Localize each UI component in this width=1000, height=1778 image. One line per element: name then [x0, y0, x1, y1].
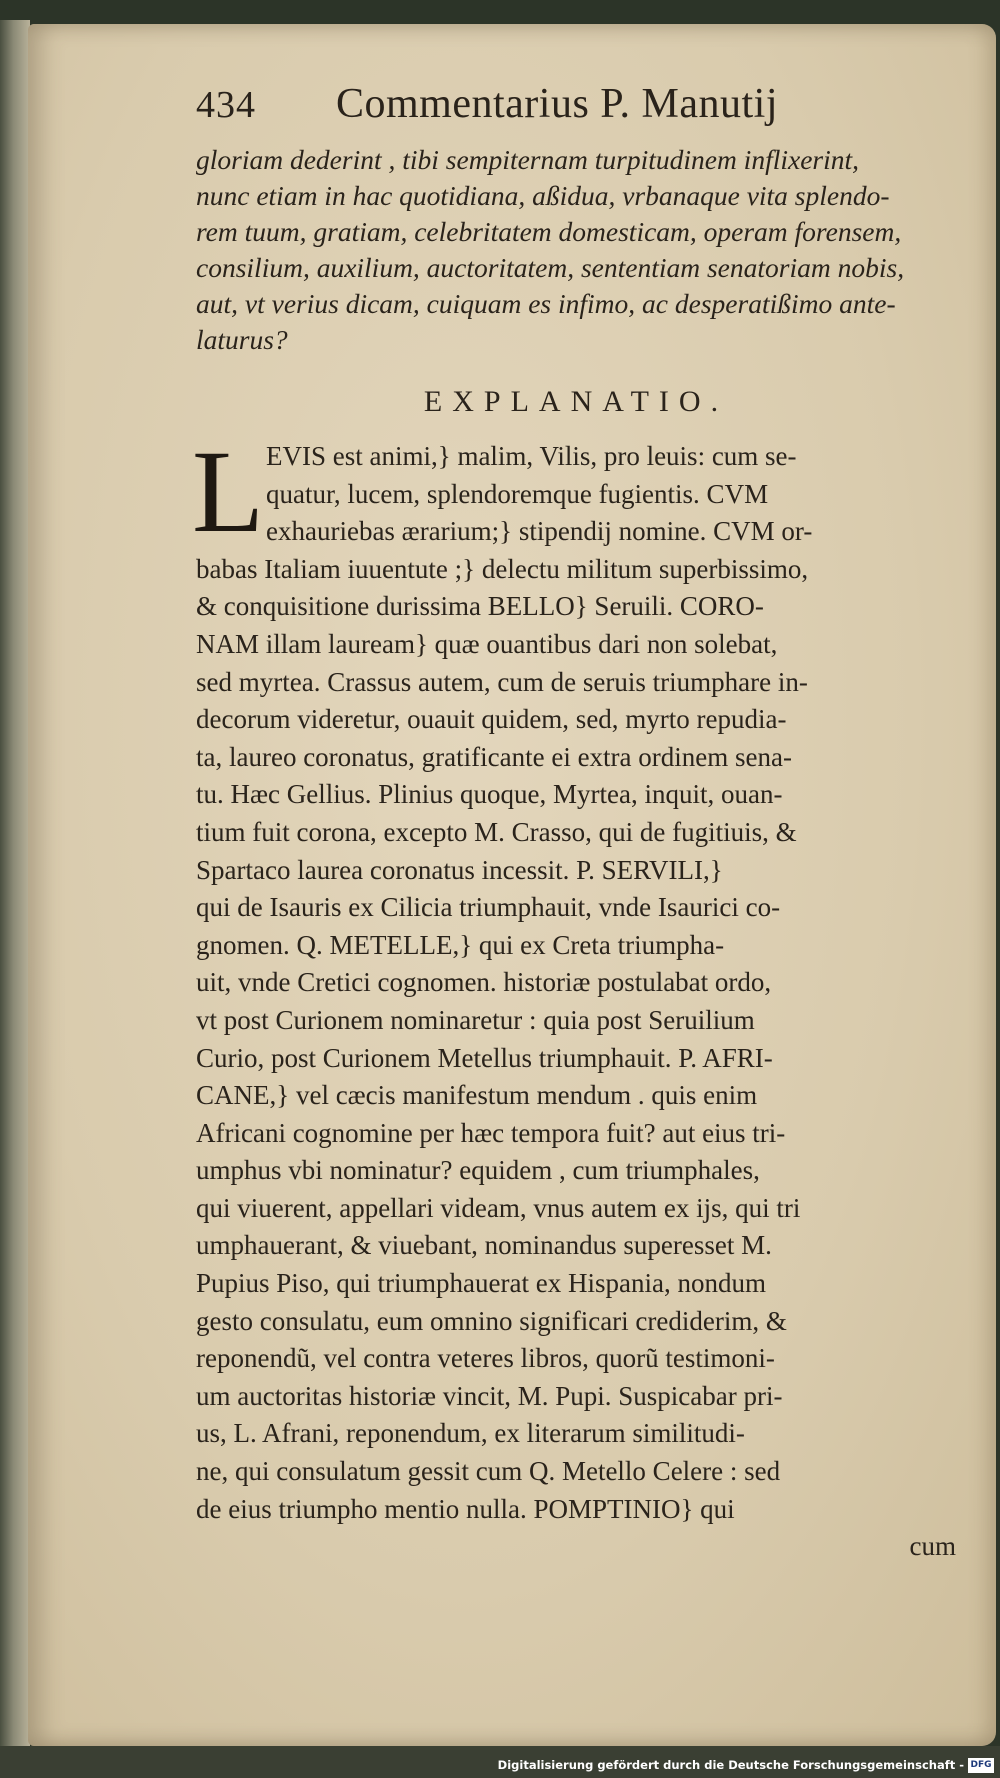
- body-line: NAM illam lauream} quæ ouantibus dari non solebat,: [196, 628, 778, 659]
- body-line: babas Italiam iuuentute ;} delectu militum superbissimo,: [196, 553, 809, 584]
- body-line: EVIS est animi,} malim, Vilis, pro leuis: cum se-: [266, 441, 797, 471]
- body-line: sed myrtea. Crassus autem, cum de seruis triumphare in-: [196, 666, 808, 697]
- body-line: Spartaco laurea coronatus incessit. P. SERVILI,}: [196, 854, 723, 885]
- commentary-body: [192, 426, 956, 1566]
- dfg-logo-icon: DFG: [968, 1758, 994, 1773]
- body-line: qui viuerent, appellari videam, vnus autem ex ijs, qui tri: [196, 1192, 801, 1223]
- body-line: gesto consulatu, eum omnino significari crediderim, &: [196, 1305, 787, 1336]
- body-line: ne, qui consulatum gessit cum Q. Metello Celere : sed: [196, 1456, 781, 1487]
- body-line: gnomen. Q. METELLE,} qui ex Creta triumpha-: [196, 929, 725, 960]
- running-title: Commentarius P. Manutij: [336, 81, 778, 127]
- body-line: umphus vbi nominatur? equidem , cum triumphales,: [196, 1155, 760, 1186]
- body-line: tium fuit corona, excepto M. Crasso, qui de fugitiuis, &: [196, 816, 797, 847]
- section-heading: EXPLANATIO.: [423, 385, 729, 418]
- running-head: [196, 80, 956, 140]
- body-line: Pupius Piso, qui triumphauerat ex Hispania, nondum: [196, 1268, 766, 1299]
- lemma-line: aut, vt verius dicam, cuiquam es infimo, ac desperatißimo ante-: [196, 288, 896, 319]
- body-line: um auctoritas historiæ vincit, M. Pupi. Suspicabar pri-: [196, 1380, 783, 1411]
- body-line: & conquisitione durissima BELLO} Seruili. CORO-: [196, 591, 764, 622]
- body-line: uit, vnde Cretici cognomen. historiæ postulabat ordo,: [196, 967, 772, 998]
- body-line: tu. Hæc Gellius. Plinius quoque, Myrtea, inquit, ouan-: [196, 779, 783, 810]
- body-line: de eius triumpho mentio nulla. POMPTINIO} qui: [196, 1493, 735, 1524]
- lemma-line: rem tuum, gratiam, celebritatem domesticam, operam forensem,: [196, 216, 902, 247]
- page-stack-edge: [0, 20, 30, 1750]
- body-line: exhauriebas ærarium;} stipendij nomine. CVM or-: [266, 516, 813, 547]
- body-line: ta, laureo coronatus, gratificante ei extra ordinem sena-: [196, 741, 792, 772]
- body-line: us, L. Afrani, reponendum, ex literarum similitudi-: [196, 1418, 745, 1449]
- body-line: umphauerant, & viuebant, nominandus superesset M.: [196, 1230, 772, 1261]
- body-line: decorum videretur, ouauit quidem, sed, myrto repudia-: [196, 704, 787, 735]
- page-number: 434: [196, 84, 256, 126]
- digitization-footer: [0, 1746, 1000, 1778]
- funding-credit: Digitalisierung gefördert durch die Deutsche Forschungsgemeinschaft -: [497, 1758, 964, 1772]
- body-line: Africani cognomine per hæc tempora fuit? aut eius tri-: [196, 1117, 786, 1148]
- body-line: quatur, lucem, splendoremque fugientis. CVM: [266, 478, 769, 509]
- body-line: CANE,} vel cæcis manifestum mendum . quis enim: [196, 1080, 758, 1111]
- drop-cap: L: [192, 426, 265, 557]
- lemma-line: gloriam dederint , tibi sempiternam turpitudinem inflixerint,: [196, 144, 860, 175]
- body-line: vt post Curionem nominaretur : quia post Seruilium: [196, 1004, 755, 1035]
- body-line: reponendũ, vel contra veteres libros, quorũ testimoni-: [196, 1343, 775, 1374]
- body-line: Curio, post Curionem Metellus triumphauit. P. AFRI-: [196, 1042, 773, 1073]
- lemma-line: laturus?: [196, 324, 288, 355]
- body-line: qui de Isauris ex Cilicia triumphauit, vnde Isaurici co-: [196, 892, 781, 923]
- catchword: cum: [909, 1531, 956, 1562]
- page-text-block: [192, 80, 956, 1566]
- lemma-line: consilium, auxilium, auctoritatem, sententiam senatoriam nobis,: [196, 252, 905, 283]
- lemma-line: nunc etiam in hac quotidiana, aßidua, vrbanaque vita splendo-: [196, 180, 890, 211]
- quoted-lemma: [196, 142, 956, 358]
